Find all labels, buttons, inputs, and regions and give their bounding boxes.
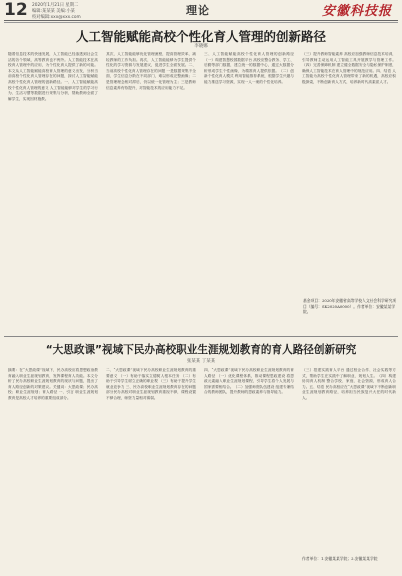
article2-column-1: 摘要：在“大思政课”视域下，民办高校应将思想政治教育融入职业生涯规划教育，发挥课程育人功能。本文分析了民办高校职业生涯规划教育的现状与问题，提出了育人路径创新的对策建议。关键词：大思政课；民办高校；职业生涯规划；育人路径 一、引言 职业生涯规划教育是高校人才培养的重要组成部分。 [8, 368, 98, 400]
masthead-logo: 安徽科技报 [321, 4, 392, 19]
article2-column-2: 二、“大思政课”视域下民办高校职业生涯规划教育的重要意义 （一）有助于落实立德树人根本任务 （二）有助于引导学生树立正确的职业观 （三）有助于提升学生就业竞争力 三、民办高校职业生涯规划教育存在的问题 部分民办高校对职业生涯规划教育重视不够，课程设置不够合理，师资力量相对薄弱。 [106, 368, 196, 400]
header-rule-thin [4, 22, 398, 23]
header-rule [4, 20, 398, 21]
article2-column-4: （三）搭建实践育人平台 通过校企合作、社会实践等方式，帮助学生在实践中了解职业、规划人生。（四）构建协同育人机制 整合学校、家庭、社会资源，形成育人合力。五、结语 民办高校应在“大思政课”视域下不断创新职业生涯规划教育路径，培养担当民族复兴大任的时代新人。 [302, 368, 396, 400]
page-header [0, 0, 402, 24]
article2-column-3: 四、“大思政课”视域下民办高校职业生涯规划教育的育人路径 （一）优化课程体系，推动课程思政建设 将思政元素融入职业生涯规划课程，引导学生将个人发展与国家需要相结合。（二）加强师资队伍建设 组建专兼结合的教师团队，提升教师的思政素养与指导能力。 [204, 368, 294, 395]
article1-title: 人工智能赋能高校个性化育人管理的创新路径 [75, 29, 326, 44]
editor-line: 编辑:某某某 美编:小某 [32, 9, 75, 14]
funding-note: 基金项目：2020年安徽省高等学校人文社会科学研究项目（编号：SK2020A0000）。作者单位：安徽某某学院。 [303, 298, 397, 315]
page-number: 12 [4, 0, 28, 20]
article1-column-3: 三、人工智能赋能高校个性化育人管理的创新路径 （一）构建智慧校园数据平台 高校应整合教务、学工、后勤等部门数据，建立统一的数据中心，通过大数据分析形成学生个性画像，为精准育人提供依据。（二）创新个性化育人模式 利用智能推荐系统，根据学生兴趣与能力推送学习资源，实现一人一案的个性化培养。 [204, 52, 294, 84]
article2-title: “大思政课”视域下民办高校职业生涯规划教育的育人路径创新研究 [45, 344, 357, 356]
article1-column-4: （三）提升教师智能素养 高校应加强教师信息技术培训，引导教师主动运用人工智能工具开展教学与管理工作。（四）完善保障机制 建立健全数据安全与隐私保护制度，确保人工智能技术在育人管理中的规范应用。四、结语 人工智能为高校个性化育人管理带来了新的机遇，高校应积极探索，不断创新育人方式，培养新时代高素质人才。 [302, 52, 396, 84]
article-separator [4, 336, 398, 337]
author-affiliation: 作者单位：1.安徽某某学院；2.安徽某某学院 [302, 556, 378, 561]
issue-info [32, 3, 81, 21]
section-title: 理论 [186, 4, 210, 17]
article1-byline: 李晓娜 [194, 44, 208, 49]
article2-byline: 张某某 丁某某 [186, 359, 216, 364]
article1-column-1: 随着信息技术的快速发展，人工智能已经渗透到社会生活的各个领域，高等教育也不例外。人工智能技术在高校育人管理中的应用，为个性化育人提供了新的可能。本文从人工智能赋能高校育人管理的意义出发，分析当前高校个性化育人管理存在的问题，探讨人工智能赋能高校个性化育人管理的创新路径。一、人工智能赋能高校个性化育人管理的意义 人工智能能够对学生的学习行为、生活习惯等数据进行采集与分析，帮助教师全面了解学生，实现因材施教。 [8, 52, 98, 101]
contact-line: 校对编辑:xxx@xxx.com [32, 15, 81, 20]
date-line: 2020年1月21日 星期二 [32, 3, 79, 8]
article1-column-2: 其次，人工智能能够优化管理流程，提高管理效率，减轻教师的工作负担。再次，人工智能能够为学生提供个性化的学习资源与发展建议，促进学生全面发展。二、当前高校个性化育人管理存在的问题 一是数据采集不全面，学生信息分散在不同部门，难以形成完整画像；二是管理理念相对滞后，仍以统一化管理为主；三是教师信息素养有待提升，对智能技术的应用能力不足。 [106, 52, 196, 90]
